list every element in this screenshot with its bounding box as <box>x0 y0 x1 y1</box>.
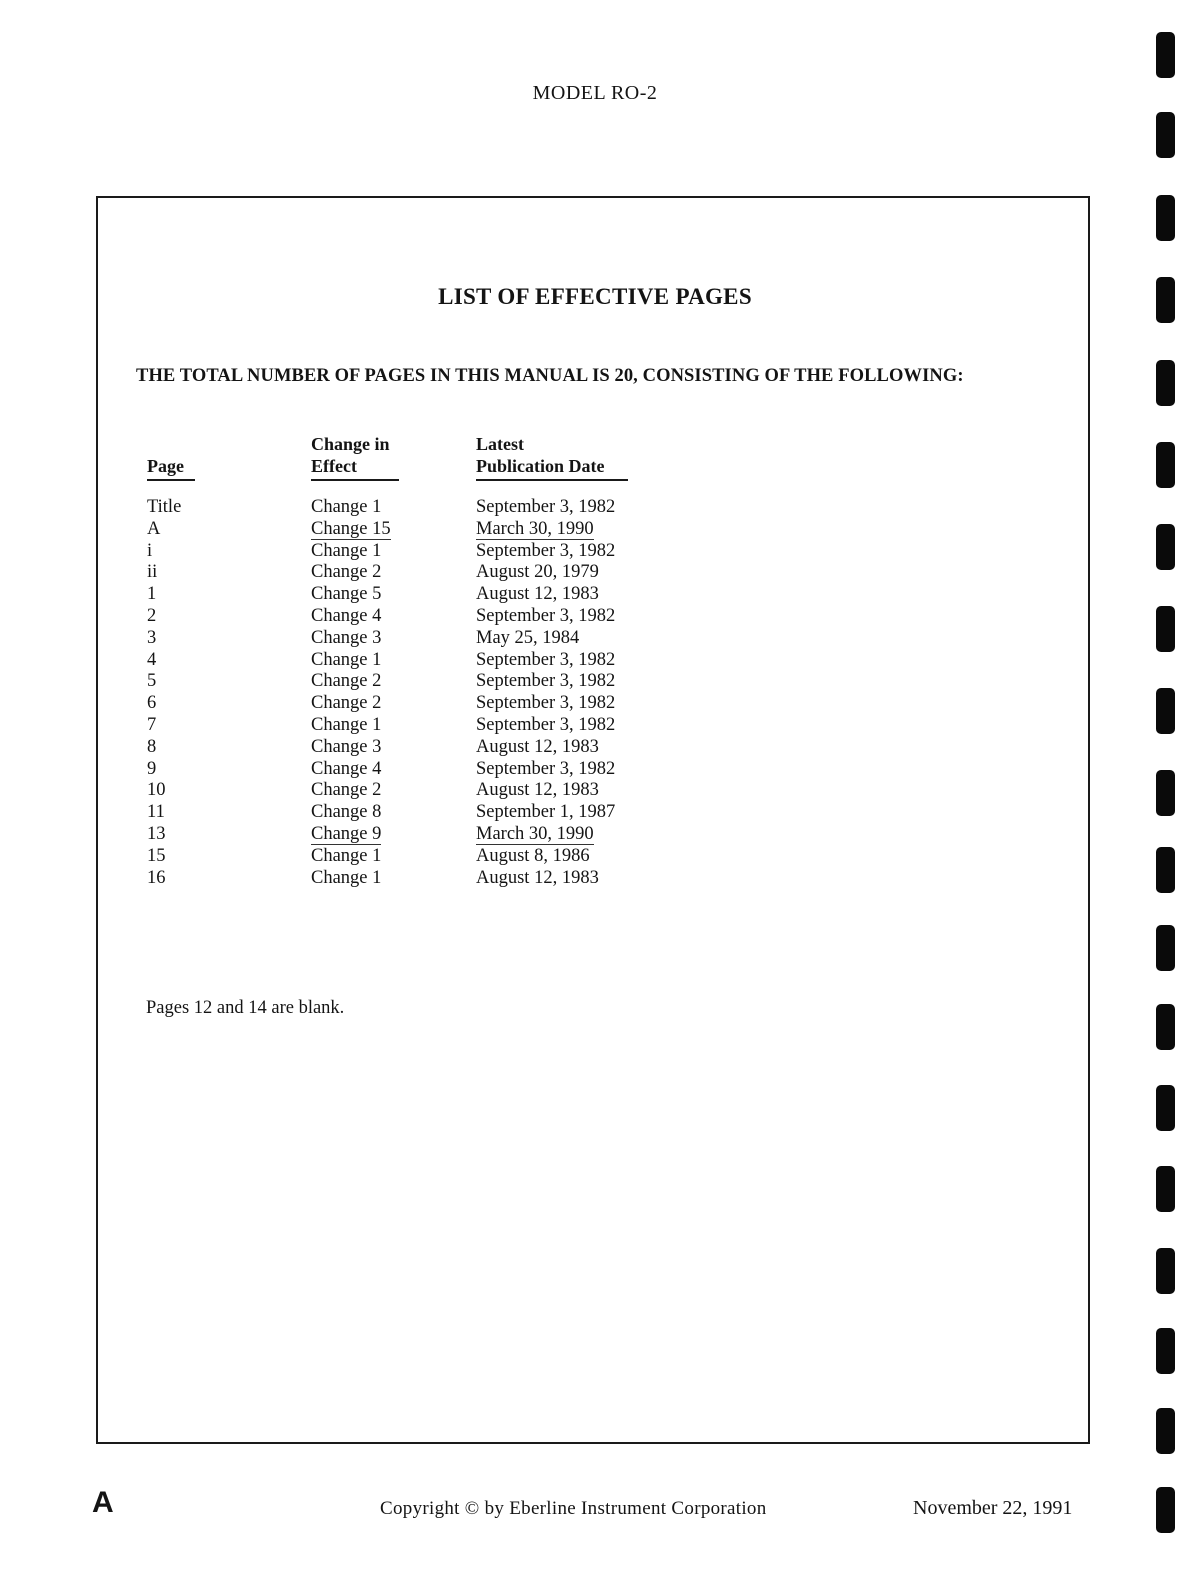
binding-hole <box>1156 32 1175 78</box>
row-change: Change 8 <box>311 802 382 823</box>
row-page: 9 <box>147 758 157 779</box>
table-row <box>0 759 700 781</box>
row-change: Change 2 <box>311 562 382 583</box>
table-row <box>0 737 700 759</box>
table-row <box>0 519 700 541</box>
row-page: ii <box>147 562 158 583</box>
binding-holes <box>1156 32 1176 1562</box>
binding-hole <box>1156 925 1175 971</box>
row-date: September 3, 1982 <box>476 497 616 517</box>
row-page: 8 <box>147 736 157 757</box>
table-row <box>0 650 700 672</box>
binding-hole <box>1156 688 1175 734</box>
row-page: i <box>147 540 153 561</box>
row-page: 6 <box>147 693 157 714</box>
row-date: September 3, 1982 <box>476 693 616 714</box>
page-count-summary: THE TOTAL NUMBER OF PAGES IN THIS MANUAL IS 20, CONSISTING OF THE FOLLOWING: <box>136 366 964 386</box>
row-change: Change 4 <box>311 605 382 626</box>
row-page: 5 <box>147 671 157 692</box>
table-row <box>0 562 700 584</box>
binding-hole <box>1156 1487 1175 1533</box>
binding-hole <box>1156 195 1175 241</box>
table-row <box>0 846 700 868</box>
table-row <box>0 715 700 737</box>
column-header-change-line1: Change in <box>311 434 390 454</box>
row-change: Change 15 <box>311 518 391 539</box>
binding-hole <box>1156 524 1175 570</box>
table-row <box>0 584 700 606</box>
page-letter: A <box>92 1486 114 1519</box>
row-page: 3 <box>147 627 157 648</box>
table-row <box>0 693 700 715</box>
row-change: Change 2 <box>311 780 382 801</box>
binding-hole <box>1156 847 1175 893</box>
row-page: 10 <box>147 780 166 801</box>
row-change: Change 3 <box>311 627 382 648</box>
row-change: Change 9 <box>311 823 382 844</box>
row-date: August 8, 1986 <box>476 845 590 866</box>
table-row <box>0 628 700 650</box>
binding-hole <box>1156 1085 1175 1131</box>
column-header-page <box>147 455 195 481</box>
row-change: Change 5 <box>311 584 382 605</box>
revision-date: November 22, 1991 <box>913 1497 1073 1519</box>
row-page: Title <box>147 497 182 517</box>
table-row <box>0 868 700 890</box>
row-change: Change 4 <box>311 758 382 779</box>
row-date: August 12, 1983 <box>476 736 599 757</box>
page-title: LIST OF EFFECTIVE PAGES <box>438 284 752 309</box>
binding-hole <box>1156 770 1175 816</box>
row-page: 1 <box>147 584 157 605</box>
binding-hole <box>1156 112 1175 158</box>
row-date: September 1, 1987 <box>476 802 616 823</box>
row-change: Change 1 <box>311 714 382 735</box>
binding-hole <box>1156 360 1175 406</box>
table-row <box>0 541 700 563</box>
row-change: Change 2 <box>311 693 382 714</box>
column-header-change-line2: Effect <box>311 456 357 476</box>
row-page: 4 <box>147 649 157 670</box>
table-row <box>0 824 700 846</box>
row-date: September 3, 1982 <box>476 671 616 692</box>
row-date: September 3, 1982 <box>476 605 616 626</box>
row-date: August 12, 1983 <box>476 867 599 888</box>
effective-pages-table <box>0 497 700 889</box>
row-change: Change 1 <box>311 867 382 888</box>
binding-hole <box>1156 606 1175 652</box>
row-change: Change 1 <box>311 649 382 670</box>
row-change: Change 1 <box>311 497 382 517</box>
column-header-date-line2: Publication Date <box>476 456 605 476</box>
row-page: A <box>147 518 161 539</box>
row-date: September 3, 1982 <box>476 540 616 561</box>
row-change: Change 3 <box>311 736 382 757</box>
column-header-date-line1: Latest <box>476 434 524 454</box>
row-page: 7 <box>147 714 157 735</box>
binding-hole <box>1156 1166 1175 1212</box>
binding-hole <box>1156 1408 1175 1454</box>
binding-hole <box>1156 1248 1175 1294</box>
row-change: Change 2 <box>311 671 382 692</box>
row-change: Change 1 <box>311 845 382 866</box>
table-row <box>0 671 700 693</box>
document-header: MODEL RO-2 <box>532 82 658 104</box>
blank-pages-note: Pages 12 and 14 are blank. <box>146 998 345 1018</box>
binding-hole <box>1156 1328 1175 1374</box>
row-date: September 3, 1982 <box>476 758 616 779</box>
column-header-change <box>311 433 399 481</box>
row-date: March 30, 1990 <box>476 823 594 844</box>
column-header-date <box>476 433 628 481</box>
row-page: 2 <box>147 605 157 626</box>
column-header-page-label: Page <box>147 456 184 476</box>
table-row <box>0 497 700 519</box>
binding-hole <box>1156 1004 1175 1050</box>
row-date: May 25, 1984 <box>476 627 580 648</box>
row-change: Change 1 <box>311 540 382 561</box>
table-row <box>0 802 700 824</box>
row-date: August 12, 1983 <box>476 780 599 801</box>
binding-hole <box>1156 277 1175 323</box>
row-date: August 12, 1983 <box>476 584 599 605</box>
row-page: 15 <box>147 845 166 866</box>
row-page: 16 <box>147 867 166 888</box>
binding-hole <box>1156 442 1175 488</box>
row-date: September 3, 1982 <box>476 714 616 735</box>
row-date: September 3, 1982 <box>476 649 616 670</box>
row-page: 13 <box>147 823 166 844</box>
table-row <box>0 780 700 802</box>
row-date: March 30, 1990 <box>476 518 594 539</box>
table-row <box>0 606 700 628</box>
row-page: 11 <box>147 802 165 823</box>
row-date: August 20, 1979 <box>476 562 599 583</box>
copyright-notice: Copyright © by Eberline Instrument Corporation <box>380 1498 767 1519</box>
